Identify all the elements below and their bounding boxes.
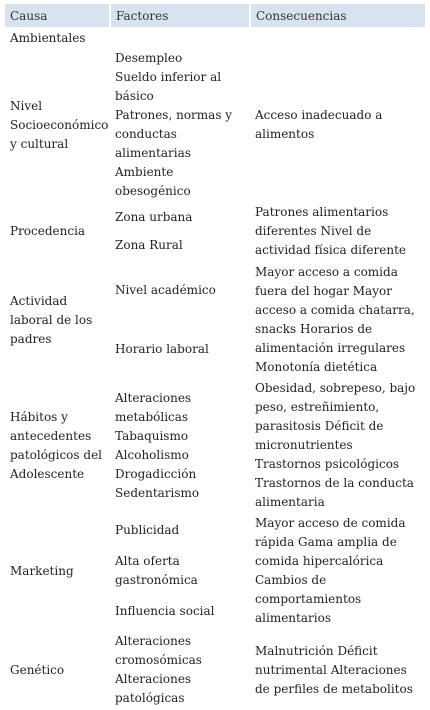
consecuencia-cell: Acceso inadecuado a alimentos	[255, 108, 383, 141]
factor-item: Zona urbana	[115, 209, 193, 224]
causes-table	[5, 4, 425, 710]
factor-item: Desempleo	[115, 51, 183, 65]
consecuencia-cell: Obesidad, sobrepeso, bajo peso, estreñimiento, parasitosis Déficit de micronutrientes Trastornos psicológicos Trastornos de la conducta alimentaria	[255, 381, 416, 509]
causa-cell: Nivel Socioeconómico y cultural	[10, 98, 109, 151]
row-procedencia	[5, 201, 425, 261]
factor-item: Alteraciones metabólicas	[115, 390, 192, 424]
consecuencia-cell: Mayor acceso de comida rápida Gama amplia de comida hipercalórica Cambios de comportamientos alimentarios	[255, 516, 406, 625]
header-row	[5, 4, 425, 27]
factores-cell	[110, 630, 250, 710]
factores-cell	[110, 512, 250, 630]
factor-item: Publicidad	[115, 523, 180, 537]
row-ambientales	[5, 27, 425, 49]
row-nivel	[5, 49, 425, 201]
causa-cell: Hábitos y antecedentes patológicos del Adolescente	[10, 409, 103, 481]
factor-item: Alta oferta gastronómica	[115, 554, 198, 587]
header-factores: Factores	[110, 4, 250, 27]
factor-item: Influencia social	[115, 604, 215, 618]
factor-item: Sedentarismo	[115, 485, 200, 500]
row-marketing	[5, 512, 425, 630]
factor-item: Drogadicción	[115, 466, 197, 481]
factor-item: Ambiente obesogénico	[115, 165, 191, 198]
factor-item: Horario laboral	[115, 342, 209, 356]
factores-cell	[110, 261, 250, 379]
row-actividad	[5, 261, 425, 379]
factores-cell	[110, 379, 250, 512]
factor-item: Alcoholismo	[115, 447, 189, 462]
factores-cell	[110, 201, 250, 261]
row-genetico	[5, 630, 425, 710]
factor-item: Tabaquismo	[115, 428, 189, 443]
factor-item: Zona Rural	[115, 237, 183, 252]
factor-item: Nivel académico	[115, 283, 216, 297]
causa-cell: Procedencia	[10, 223, 86, 238]
header-causa: Causa	[5, 4, 110, 27]
factores-cell	[110, 49, 250, 201]
causa-cell: Genético	[10, 662, 65, 677]
consecuencia-cell: Malnutrición Déficit nutrimental Alteraciones de perfiles de metabolitos	[255, 643, 413, 696]
factor-item: Alteraciones patológicas	[115, 672, 192, 705]
causa-cell: Actividad laboral de los padres	[10, 293, 93, 346]
factor-item: Patrones, normas y conductas alimentarias	[115, 108, 233, 160]
row-habitos	[5, 379, 425, 512]
causa-cell: Ambientales	[10, 31, 86, 45]
factor-item: Sueldo inferior al básico	[115, 70, 222, 103]
header-consecuencias: Consecuencias	[250, 4, 425, 27]
factor-item: Alteraciones cromosómicas	[115, 634, 202, 667]
consecuencia-cell: Patrones alimentarios diferentes Nivel de actividad física diferente	[255, 204, 407, 257]
consecuencia-cell: Mayor acceso a comida fuera del hogar Mayor acceso a comida chatarra, snacks Horarios de alimentación irregulares Monotonía dietética	[255, 265, 415, 374]
causa-cell: Marketing	[10, 563, 74, 578]
